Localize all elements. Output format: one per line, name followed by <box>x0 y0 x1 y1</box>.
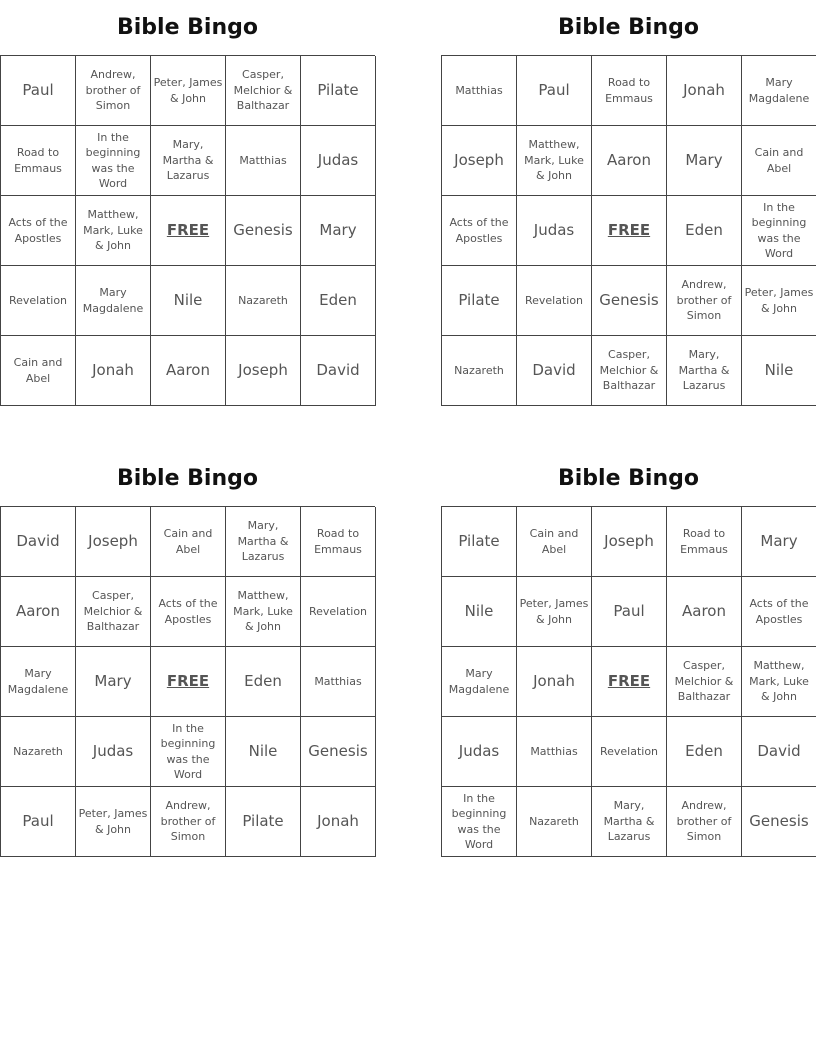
bingo-grid <box>441 506 816 857</box>
bingo-card-2 <box>441 0 816 406</box>
bingo-cell: Mary, Martha & Lazarus <box>151 126 226 196</box>
bingo-cell: Nazareth <box>442 336 517 406</box>
bingo-cell: Revelation <box>1 266 76 336</box>
bingo-cell: Jonah <box>667 56 742 126</box>
bingo-cell: Joseph <box>592 507 667 577</box>
bingo-cell: Cain and Abel <box>742 126 816 196</box>
bingo-cell: Nazareth <box>226 266 301 336</box>
card-title: Bible Bingo <box>557 466 699 491</box>
bingo-cell: Genesis <box>592 266 667 336</box>
bingo-cell: Eden <box>226 647 301 717</box>
bingo-cell: Genesis <box>742 787 816 857</box>
bingo-cell: Pilate <box>226 787 301 857</box>
bingo-cell: Aaron <box>592 126 667 196</box>
bingo-cell: Jonah <box>76 336 151 406</box>
bingo-cell: Revelation <box>517 266 592 336</box>
free-space-cell: FREE <box>151 647 226 717</box>
bingo-cell: Joseph <box>76 507 151 577</box>
bingo-cell: Road to Emmaus <box>592 56 667 126</box>
bingo-cell: Mary, Martha & Lazarus <box>226 507 301 577</box>
bingo-cell: Nile <box>742 336 816 406</box>
bingo-grid <box>441 55 816 406</box>
bingo-cell: In the beginning was the Word <box>151 717 226 787</box>
bingo-cell: Jonah <box>517 647 592 717</box>
bingo-grid <box>0 55 375 406</box>
bingo-cell: Judas <box>76 717 151 787</box>
bingo-cell: David <box>301 336 376 406</box>
bingo-cell: Paul <box>592 577 667 647</box>
bingo-cell: David <box>1 507 76 577</box>
bingo-cell: Nile <box>226 717 301 787</box>
bingo-cell: Nile <box>151 266 226 336</box>
bingo-cell: Genesis <box>226 196 301 266</box>
bingo-cell: Revelation <box>592 717 667 787</box>
bingo-cell: In the beginning was the Word <box>442 787 517 857</box>
bingo-cell: Paul <box>1 787 76 857</box>
bingo-cell: Jonah <box>301 787 376 857</box>
bingo-cell: Paul <box>1 56 76 126</box>
bingo-cell: Acts of the Apostles <box>442 196 517 266</box>
bingo-cell: Cain and Abel <box>1 336 76 406</box>
bingo-cell: David <box>742 717 816 787</box>
bingo-cell: Casper, Melchior & Balthazar <box>226 56 301 126</box>
bingo-cell: Pilate <box>442 266 517 336</box>
bingo-cell: Casper, Melchior & Balthazar <box>592 336 667 406</box>
bingo-cell: Eden <box>667 196 742 266</box>
free-space-cell: FREE <box>592 647 667 717</box>
bingo-cell: Aaron <box>667 577 742 647</box>
bingo-cell: Cain and Abel <box>517 507 592 577</box>
bingo-cell: In the beginning was the Word <box>742 196 816 266</box>
bingo-cell: Mary <box>301 196 376 266</box>
bingo-cell: Road to Emmaus <box>667 507 742 577</box>
bingo-cell: Acts of the Apostles <box>1 196 76 266</box>
bingo-cell: David <box>517 336 592 406</box>
bingo-cell: Nazareth <box>1 717 76 787</box>
bingo-cell: Matthew, Mark, Luke & John <box>742 647 816 717</box>
bingo-cell: Mary Magdalene <box>442 647 517 717</box>
bingo-cell: Mary, Martha & Lazarus <box>667 336 742 406</box>
bingo-cell: Eden <box>667 717 742 787</box>
bingo-cell: Road to Emmaus <box>301 507 376 577</box>
bingo-cell: Joseph <box>442 126 517 196</box>
bingo-cell: Andrew, brother of Simon <box>667 266 742 336</box>
bingo-cell: Andrew, brother of Simon <box>667 787 742 857</box>
bingo-cell: Matthias <box>226 126 301 196</box>
bingo-grid <box>0 506 375 857</box>
bingo-cell: Mary <box>76 647 151 717</box>
bingo-cell: Aaron <box>1 577 76 647</box>
bingo-cell: Mary, Martha & Lazarus <box>592 787 667 857</box>
bingo-cell: Matthew, Mark, Luke & John <box>226 577 301 647</box>
bingo-cell: Acts of the Apostles <box>151 577 226 647</box>
bingo-cell: Mary <box>667 126 742 196</box>
bingo-cell: Pilate <box>301 56 376 126</box>
bingo-cell: Matthias <box>517 717 592 787</box>
bingo-card-4 <box>441 451 816 857</box>
bingo-cell: Cain and Abel <box>151 507 226 577</box>
bingo-cell: Joseph <box>226 336 301 406</box>
bingo-cell: Judas <box>301 126 376 196</box>
bingo-cell: Matthias <box>301 647 376 717</box>
bingo-cell: Andrew, brother of Simon <box>151 787 226 857</box>
bingo-cell: Acts of the Apostles <box>742 577 816 647</box>
bingo-cell: Matthias <box>442 56 517 126</box>
bingo-cell: Casper, Melchior & Balthazar <box>76 577 151 647</box>
bingo-cell: Revelation <box>301 577 376 647</box>
free-space-cell: FREE <box>151 196 226 266</box>
bingo-cell: In the beginning was the Word <box>76 126 151 196</box>
bingo-cell: Road to Emmaus <box>1 126 76 196</box>
bingo-cell: Peter, James & John <box>76 787 151 857</box>
card-title: Bible Bingo <box>557 15 699 40</box>
bingo-cell: Andrew, brother of Simon <box>76 56 151 126</box>
card-title: Bible Bingo <box>116 466 258 491</box>
bingo-cell: Mary Magdalene <box>76 266 151 336</box>
free-space-cell: FREE <box>592 196 667 266</box>
bingo-cell: Peter, James & John <box>742 266 816 336</box>
bingo-cell: Mary <box>742 507 816 577</box>
bingo-cell: Judas <box>517 196 592 266</box>
bingo-cell: Aaron <box>151 336 226 406</box>
bingo-cell: Peter, James & John <box>517 577 592 647</box>
bingo-cell: Paul <box>517 56 592 126</box>
bingo-cell: Judas <box>442 717 517 787</box>
bingo-cell: Eden <box>301 266 376 336</box>
bingo-cell: Nile <box>442 577 517 647</box>
bingo-cell: Nazareth <box>517 787 592 857</box>
bingo-card-3 <box>0 451 375 857</box>
bingo-cell: Peter, James & John <box>151 56 226 126</box>
card-title: Bible Bingo <box>116 15 258 40</box>
bingo-card-1 <box>0 0 375 406</box>
bingo-cell: Genesis <box>301 717 376 787</box>
bingo-cell: Mary Magdalene <box>1 647 76 717</box>
bingo-cell: Mary Magdalene <box>742 56 816 126</box>
bingo-cell: Matthew, Mark, Luke & John <box>517 126 592 196</box>
bingo-cell: Pilate <box>442 507 517 577</box>
bingo-cell: Matthew, Mark, Luke & John <box>76 196 151 266</box>
bingo-cell: Casper, Melchior & Balthazar <box>667 647 742 717</box>
